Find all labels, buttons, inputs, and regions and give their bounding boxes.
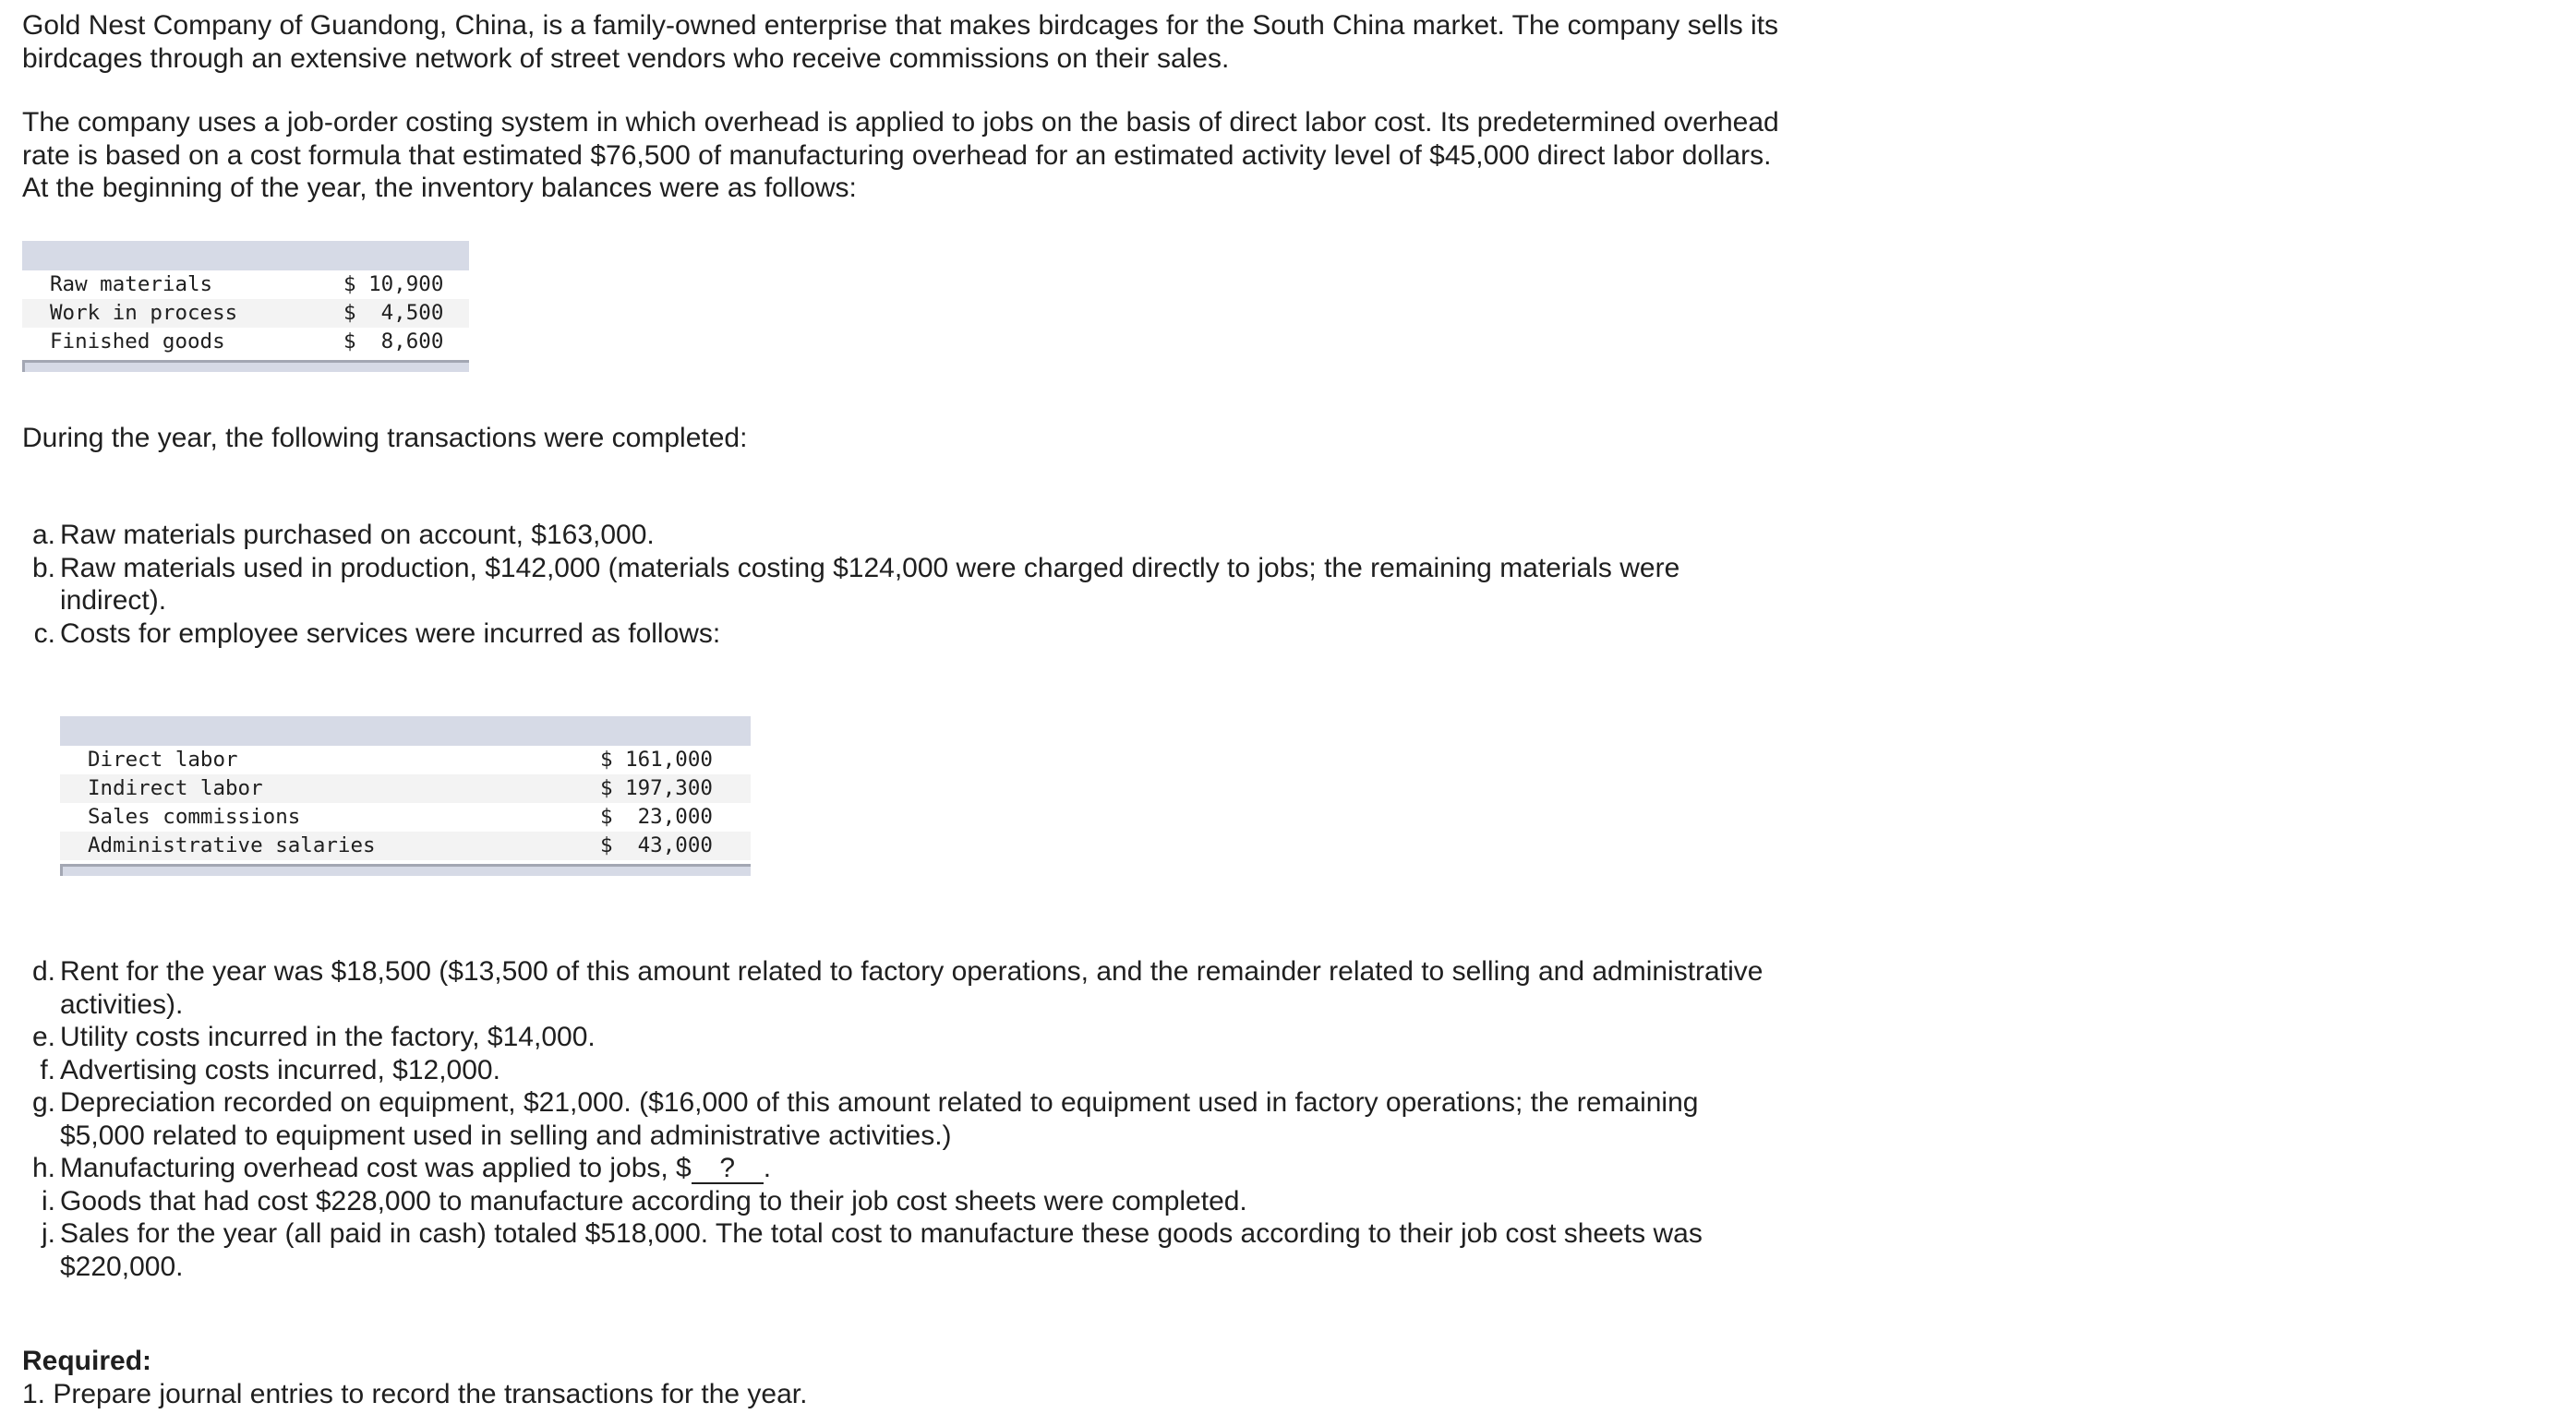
- list-item: [22, 519, 1776, 552]
- table-row: [22, 270, 469, 299]
- table-row: [60, 803, 751, 832]
- row-label: Work in process: [22, 299, 343, 328]
- item-marker: j.: [42, 1218, 55, 1249]
- row-label: Raw materials: [50, 272, 213, 296]
- row-label: Sales commissions: [88, 805, 301, 829]
- item-marker: a.: [31, 520, 55, 550]
- table-row: [60, 746, 751, 774]
- item-marker: g.: [31, 1087, 55, 1118]
- item-marker: b.: [31, 552, 55, 583]
- item-marker: d.: [31, 956, 55, 987]
- table-header-band: [60, 716, 751, 746]
- row-label: Direct labor: [88, 748, 238, 772]
- table-footer-band: [22, 360, 469, 372]
- list-item: [22, 552, 1776, 617]
- item-marker: i.: [42, 1185, 55, 1216]
- table-footer-band: [60, 864, 751, 876]
- item-text: Rent for the year was $18,500 ($13,500 of this amount related to factory operations, and the remainder related to selling and administrative activities).: [60, 956, 1763, 1020]
- row-value: $ 8,600: [343, 330, 444, 354]
- required-item: 1. Prepare journal entries to record the transactions for the year.: [22, 1379, 808, 1409]
- list-item: [22, 1217, 1776, 1283]
- item-suffix: .: [763, 1153, 772, 1183]
- item-text: Advertising costs incurred, $12,000.: [60, 1054, 500, 1085]
- item-marker: c.: [33, 617, 55, 649]
- list-item: [22, 1152, 1776, 1185]
- item-text: Depreciation recorded on equipment, $21,000. ($16,000 of this amount related to equipment used in factory operations; the remaining $5,000 related to equipment used in selling and administrative activities.): [60, 1087, 1699, 1151]
- required-heading: Required:: [22, 1346, 152, 1376]
- row-label: Finished goods: [50, 330, 225, 354]
- row-value: $ 10,900: [343, 272, 444, 296]
- intro-paragraph-company: Gold Nest Company of Guandong, China, is a family-owned enterprise that makes birdcages for the South China market. The company sells its birdcages through an extensive network of street vendors who receive commissions on their sales.: [22, 10, 1779, 74]
- list-item: [22, 955, 1776, 1021]
- item-text: Manufacturing overhead cost was applied to jobs, $: [60, 1153, 692, 1183]
- inventory-balances-table: [22, 241, 469, 372]
- table-header-band: [22, 241, 469, 270]
- row-label: Administrative salaries: [60, 832, 600, 860]
- item-marker: h.: [31, 1153, 55, 1183]
- intro-paragraph-costing: The company uses a job-order costing system in which overhead is applied to jobs on the basis of direct labor cost. Its predetermined overhead rate is based on a cost formula that estimated $76,500 of manufacturing overhead for an estimated activity level of $45,000 direct labor dollars. At the beginning of the year, the inventory balances were as follows:: [22, 107, 1779, 203]
- list-item: [22, 1021, 1776, 1054]
- row-label: Indirect labor: [60, 774, 600, 803]
- row-value: $ 4,500: [343, 299, 469, 328]
- item-text: Utility costs incurred in the factory, $14,000.: [60, 1022, 596, 1052]
- row-value: $ 43,000: [600, 832, 751, 860]
- item-text: Goods that had cost $228,000 to manufacture according to their job cost sheets were completed.: [60, 1185, 1247, 1216]
- item-text: Costs for employee services were incurred as follows:: [60, 617, 721, 649]
- table-row: [60, 832, 751, 860]
- employee-costs-table: [60, 716, 751, 876]
- list-item: [22, 1185, 1776, 1218]
- item-text: Raw materials purchased on account, $163,000.: [60, 520, 655, 550]
- item-text: Raw materials used in production, $142,000 (materials costing $124,000 were charged directly to jobs; the remaining materials were indirect).: [60, 552, 1680, 616]
- item-marker: f.: [40, 1054, 55, 1085]
- list-item: [22, 617, 1776, 651]
- table-row: [22, 299, 469, 328]
- list-item: [22, 1054, 1776, 1087]
- transactions-list-part2: [22, 955, 1776, 1283]
- list-item: [22, 1086, 1776, 1152]
- table-row: [22, 328, 469, 356]
- answer-blank: ?: [692, 1155, 764, 1184]
- row-value: $ 23,000: [600, 805, 713, 829]
- item-marker: e.: [31, 1022, 55, 1052]
- row-value: $ 161,000: [600, 748, 713, 772]
- transactions-list-part1: [22, 519, 1776, 650]
- table-row: [60, 774, 751, 803]
- row-value: $ 197,300: [600, 774, 751, 803]
- transactions-intro: During the year, the following transactions were completed:: [22, 423, 748, 453]
- item-text: Sales for the year (all paid in cash) totaled $518,000. The total cost to manufacture these goods according to their job cost sheets was $220,000.: [60, 1218, 1703, 1282]
